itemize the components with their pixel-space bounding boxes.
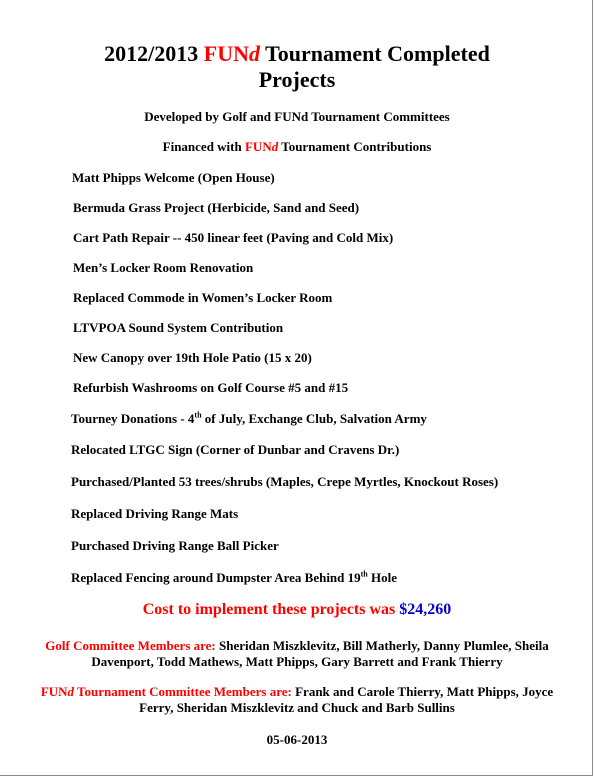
golf-committee-names: Sheridan Miszklevitz, Bill Matherly, Danny Plumlee, Sheila Davenport, Todd Mathews, Matt Phipps, Gary Barrett and Frank Thierry <box>91 638 549 669</box>
cost-label: Cost to implement these projects was <box>142 601 396 618</box>
project-item: Relocated LTGC Sign (Corner of Dunbar and Cravens Dr.) <box>71 442 400 457</box>
developed-by: Developed by Golf and FUNd Tournament Committees <box>144 109 450 124</box>
financed-after: Tournament Contributions <box>281 139 432 154</box>
date: 05-06-2013 <box>266 732 328 747</box>
project-item: Replaced Commode in Women’s Locker Room <box>73 290 333 305</box>
cost-amount: $24,260 <box>399 601 452 618</box>
page-title <box>30 41 564 93</box>
project-item: Purchased Driving Range Ball Picker <box>71 538 279 553</box>
cost-line <box>10 601 584 619</box>
title-fund: FUNd <box>203 41 261 66</box>
project-item-fencing: Replaced Fencing around Dumpster Area Behind 19th Hole <box>71 569 398 585</box>
project-item: Refurbish Washrooms on Golf Course #5 and #15 <box>73 380 349 395</box>
title-rest: Tournament Completed <box>265 41 490 66</box>
financed-before: Financed with <box>162 139 242 154</box>
project-item: Purchased/Planted 53 trees/shrubs (Maples, Crepe Myrtles, Knockout Roses) <box>71 474 499 489</box>
project-item-tourney: Tourney Donations - 4th of July, Exchange Club, Salvation Army <box>71 410 427 426</box>
golf-committee-label: Golf Committee Members are: <box>45 638 216 653</box>
fund-committee-label: FUNd Tournament Committee Members are: <box>40 684 292 699</box>
fund-committee <box>25 684 569 716</box>
project-item: Matt Phipps Welcome (Open House) <box>72 170 275 185</box>
project-item: Bermuda Grass Project (Herbicide, Sand and Seed) <box>73 200 360 215</box>
project-item: Men’s Locker Room Renovation <box>73 260 254 275</box>
project-item: LTVPOA Sound System Contribution <box>73 320 284 335</box>
project-item: New Canopy over 19th Hole Patio (15 x 20) <box>73 350 312 365</box>
title-line2: Projects <box>258 67 336 92</box>
title-year: 2012/2013 <box>104 41 199 66</box>
golf-committee <box>25 638 569 670</box>
financed-line <box>10 139 584 155</box>
financed-fund: FUNd <box>244 139 279 154</box>
fund-committee-names: Frank and Carole Thierry, Matt Phipps, Joyce Ferry, Sheridan Miszklevitz and Chuck and Barb Sullins <box>139 684 554 715</box>
project-item: Replaced Driving Range Mats <box>71 506 239 521</box>
project-item: Cart Path Repair -- 450 linear feet (Paving and Cold Mix) <box>73 230 394 245</box>
